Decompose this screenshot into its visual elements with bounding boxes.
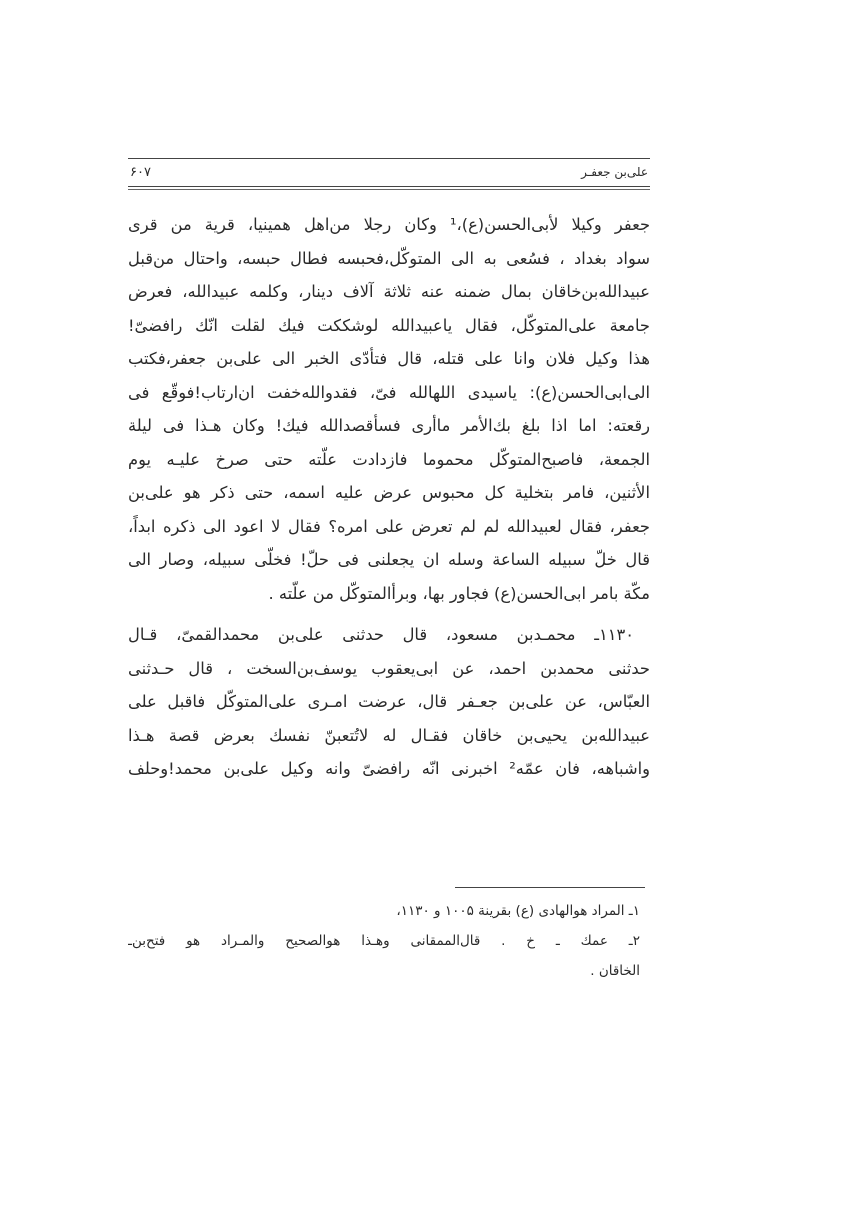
text-line: ۱۱۳۰ـ محمـدبن مسعود، قال حدثنی علی‌بن محمدالقمیّ، قـال [128, 625, 634, 644]
footnote-2: ۲ـ عمك ـ خ . قال‌الممقانی وهـذا هوالصحیح والمـراد هو فتح‌بن‌ـ [128, 933, 640, 949]
running-title: علی‌بن جعفـر [581, 165, 648, 179]
text-line: سواد بغداد ، فسُعی به الی المتوکّل،فحبسه فطال حبسه، واحتال من‌قبل [128, 248, 650, 268]
text-line: هذا وکیل فلان وانا علی قتله، قال فتأدّی الخبر الی علی‌بن جعفر،فکتب [128, 349, 650, 368]
body-text [128, 208, 650, 786]
text-line: العبّاس، عن علی‌بن جعـفر قال، عرضت امـری علی‌المتوکّل فاقبل علی [128, 692, 650, 711]
text-line: حدثنی محمدبن احمد، عن ابی‌یعقوب یوسف‌بن‌السخت ، قال حـدثنی [128, 658, 650, 678]
footnotes [128, 896, 640, 986]
text-line: واشباهه، فان عمّه² اخبرنی انّه رافضیّ وانه وکیل علی‌بن محمد!وحلف [128, 759, 650, 778]
footnote-1: ۱ـ المراد هوالهادی (ع) بقرینة ۱۰۰۵ و ۱۱۳۰، [396, 903, 640, 919]
text-line: الجمعة، فاصبح‌المتوکّل محموما فازدادت علّته حتی صرخ علیـه یوم [128, 449, 650, 469]
text-line: قال خلّ سبیله الساعة وسله ان یجعلنی فی حلّ! فخلّی سبیله، وصار الی [128, 550, 650, 569]
paragraph-2 [128, 618, 650, 786]
header-rule-top [128, 158, 650, 159]
paragraph-gap [128, 610, 650, 618]
text-line: الی‌ابی‌الحسن(ع): یاسیدی اللهالله فیّ، فقدوالله‌خفت ان‌ارتاب!فوقّع فی [128, 382, 650, 402]
page-number: ۶۰۷ [130, 165, 151, 180]
page-header [128, 163, 650, 185]
footnote-2-continued: الخاقان . [590, 963, 640, 979]
text-line: مکّة بامر ابی‌الحسن(ع) فجاور بها، وبرأالمتوکّل من علّته . [268, 583, 650, 603]
text-line: عبیدالله‌بن‌خاقان بمال ضمنه عنه ثلاثة آلاف دینار، وکلمه عبیدالله، فعرض [128, 282, 650, 301]
text-line: جعفر، فقال لعبیدالله لم لم تعرض علی امره؟ فقال لا اعود الی ذکره ابداً، [128, 516, 650, 536]
text-line: جعفر وکیلا لأبی‌الحسن(ع)،¹ وکان رجلا من‌اهل همینیا، قریة من قری [128, 215, 650, 234]
header-rule-bottom [128, 186, 650, 190]
text-line: عبیدالله‌بن یحیی‌بن خاقان فقـال له لاتُتعبنّ نفسك بعرض قصة هـذا [128, 725, 650, 745]
text-line: الأثنین، فامر بتخلیة کل محبوس عرض علیه اسمه، حتی ذکر هو علی‌بن [128, 483, 650, 502]
text-line: جامعة علی‌المتوکّل، فقال یاعبیدالله لوشککت فیك لقلت انّك رافضیّ! [128, 315, 650, 335]
paragraph-1 [128, 208, 650, 610]
footnote-separator [455, 887, 645, 888]
text-line: رقعته: اما اذا بلغ بك‌الأمر ماأری فسأقصدالله فیك! وکان هـذا فی لیلة [128, 416, 650, 435]
